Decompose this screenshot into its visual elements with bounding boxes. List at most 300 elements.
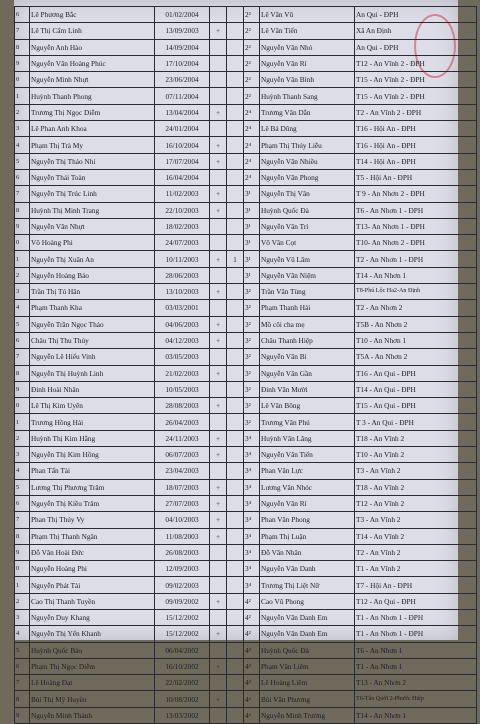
parent-name-cell: Trần Văn Tùng bbox=[260, 284, 355, 300]
birth-date-cell: 16/10/2004 bbox=[155, 137, 210, 153]
gender-mark-cell bbox=[210, 642, 227, 658]
student-name-cell: Nguyễn Minh Thành bbox=[30, 707, 155, 723]
row-number-cell: 6 bbox=[15, 7, 30, 23]
table-row bbox=[15, 23, 477, 39]
birth-date-cell: 23/04/2003 bbox=[155, 463, 210, 479]
parent-name-cell: Nguyễn Văn Phong bbox=[260, 169, 355, 185]
parent-name-cell: Nguyễn Văn Rí bbox=[260, 55, 355, 71]
table-row bbox=[15, 235, 477, 251]
address-cell: T2 - An Nhơn 1 - ĐPH bbox=[355, 251, 477, 267]
student-name-cell: Huỳnh Thị Kim Hằng bbox=[30, 430, 155, 446]
address-cell: T6 - An Nhơn 1 - ĐPH bbox=[355, 202, 477, 218]
note-cell bbox=[227, 169, 244, 185]
row-number-cell: 0 bbox=[15, 398, 30, 414]
gender-mark-cell: + bbox=[210, 593, 227, 609]
row-number-cell: 1 bbox=[15, 251, 30, 267]
gender-mark-cell bbox=[210, 349, 227, 365]
row-number-cell: 5 bbox=[15, 642, 30, 658]
class-cell: 2² bbox=[244, 7, 260, 23]
student-name-cell: Cao Thị Thanh Tuyền bbox=[30, 593, 155, 609]
table-row bbox=[15, 447, 477, 463]
class-cell: 4² bbox=[244, 675, 260, 691]
row-number-cell: 8 bbox=[15, 365, 30, 381]
table-row bbox=[15, 88, 477, 104]
address-cell: An Qui - ĐPH bbox=[355, 39, 477, 55]
address-cell: T6 - An Nhơn 1 bbox=[355, 642, 477, 658]
note-cell bbox=[227, 121, 244, 137]
student-name-cell: Võ Hoàng Phi bbox=[30, 235, 155, 251]
class-cell: 2⁴ bbox=[244, 104, 260, 120]
row-number-cell: 3 bbox=[15, 284, 30, 300]
birth-date-cell: 23/06/2004 bbox=[155, 72, 210, 88]
parent-name-cell: Phan Văn Lực bbox=[260, 463, 355, 479]
address-cell: T1 - An Nhơn 1 bbox=[355, 658, 477, 674]
table-row bbox=[15, 479, 477, 495]
parent-name-cell: Nguyễn Văn Rí bbox=[260, 495, 355, 511]
birth-date-cell: 18/02/2003 bbox=[155, 218, 210, 234]
note-cell bbox=[227, 332, 244, 348]
note-cell bbox=[227, 479, 244, 495]
birth-date-cell: 17/07/2004 bbox=[155, 153, 210, 169]
birth-date-cell: 06/07/2003 bbox=[155, 447, 210, 463]
student-name-cell: Châu Thị Thu Thủy bbox=[30, 332, 155, 348]
class-cell: 3⁴ bbox=[244, 495, 260, 511]
note-cell bbox=[227, 39, 244, 55]
row-number-cell: 4 bbox=[15, 300, 30, 316]
row-number-cell: 0 bbox=[15, 235, 30, 251]
table-row bbox=[15, 72, 477, 88]
birth-date-cell: 24/07/2003 bbox=[155, 235, 210, 251]
student-name-cell: Nguyễn Văn Hoàng Phúc bbox=[30, 55, 155, 71]
birth-date-cell: 17/10/2004 bbox=[155, 55, 210, 71]
address-cell: An Qui - ĐPH bbox=[355, 7, 477, 23]
row-number-cell: 8 bbox=[15, 691, 30, 707]
row-number-cell: 5 bbox=[15, 316, 30, 332]
row-number-cell: 3 bbox=[15, 447, 30, 463]
address-cell: T12 - An Vĩnh 2 - ĐPH bbox=[355, 55, 477, 71]
parent-name-cell: Võ Văn Cọt bbox=[260, 235, 355, 251]
gender-mark-cell: + bbox=[210, 316, 227, 332]
note-cell bbox=[227, 561, 244, 577]
class-cell: 3² bbox=[244, 332, 260, 348]
gender-mark-cell bbox=[210, 39, 227, 55]
note-cell bbox=[227, 137, 244, 153]
table-row bbox=[15, 609, 477, 625]
parent-name-cell: Châu Thanh Hiệp bbox=[260, 332, 355, 348]
birth-date-cell: 14/09/2004 bbox=[155, 39, 210, 55]
note-cell bbox=[227, 153, 244, 169]
row-number-cell: 7 bbox=[15, 349, 30, 365]
note-cell bbox=[227, 609, 244, 625]
birth-date-cell: 22/02/2002 bbox=[155, 675, 210, 691]
parent-name-cell: Nguyễn Văn Danh Em bbox=[260, 609, 355, 625]
birth-date-cell: 04/06/2003 bbox=[155, 316, 210, 332]
address-cell: T16 - Hội An - ĐPH bbox=[355, 121, 477, 137]
class-cell: 3⁴ bbox=[244, 561, 260, 577]
note-cell bbox=[227, 349, 244, 365]
birth-date-cell: 13/10/2003 bbox=[155, 284, 210, 300]
birth-date-cell: 04/10/2003 bbox=[155, 512, 210, 528]
parent-name-cell: Nguyễn Vũ Lâm bbox=[260, 251, 355, 267]
parent-name-cell: Nguyễn Văn Gần bbox=[260, 365, 355, 381]
birth-date-cell: 11/02/2003 bbox=[155, 186, 210, 202]
parent-name-cell: Huỳnh Quốc Đà bbox=[260, 642, 355, 658]
student-name-cell: Trương Hồng Hải bbox=[30, 414, 155, 430]
row-number-cell: 5 bbox=[15, 479, 30, 495]
student-name-cell: Nguyễn Thị Yến Khanh bbox=[30, 626, 155, 642]
address-cell: T13 - An Nhơn 2 bbox=[355, 675, 477, 691]
row-number-cell: 9 bbox=[15, 707, 30, 723]
parent-name-cell: Bùi Văn Phương bbox=[260, 691, 355, 707]
table-row bbox=[15, 495, 477, 511]
note-cell bbox=[227, 218, 244, 234]
table-row bbox=[15, 463, 477, 479]
row-number-cell: 2 bbox=[15, 593, 30, 609]
birth-date-cell: 13/09/2003 bbox=[155, 23, 210, 39]
student-name-cell: Nguyễn Thị Trúc Linh bbox=[30, 186, 155, 202]
note-cell bbox=[227, 381, 244, 397]
parent-name-cell: Huỳnh Văn Lăng bbox=[260, 430, 355, 446]
address-cell: T14 - An Vĩnh 2 bbox=[355, 528, 477, 544]
birth-date-cell: 09/02/2003 bbox=[155, 577, 210, 593]
gender-mark-cell: + bbox=[210, 137, 227, 153]
table-row bbox=[15, 137, 477, 153]
note-cell bbox=[227, 430, 244, 446]
note-cell bbox=[227, 658, 244, 674]
birth-date-cell: 26/04/2003 bbox=[155, 414, 210, 430]
table-row bbox=[15, 430, 477, 446]
parent-name-cell: Nguyễn Thị Vân bbox=[260, 186, 355, 202]
row-number-cell: 9 bbox=[15, 544, 30, 560]
class-cell: 3² bbox=[244, 414, 260, 430]
class-cell: 3⁴ bbox=[244, 463, 260, 479]
table-row bbox=[15, 642, 477, 658]
note-cell bbox=[227, 544, 244, 560]
birth-date-cell: 15/12/2002 bbox=[155, 626, 210, 642]
birth-date-cell: 06/04/2002 bbox=[155, 642, 210, 658]
address-cell: T 3 - An Qui - ĐPH bbox=[355, 414, 477, 430]
gender-mark-cell bbox=[210, 544, 227, 560]
note-cell bbox=[227, 284, 244, 300]
parent-name-cell: Nguyễn Văn Bình bbox=[260, 72, 355, 88]
row-number-cell: 8 bbox=[15, 528, 30, 544]
gender-mark-cell: + bbox=[210, 23, 227, 39]
gender-mark-cell bbox=[210, 7, 227, 23]
birth-date-cell: 09/09/2002 bbox=[155, 593, 210, 609]
address-cell: T5A - An Nhơn 2 bbox=[355, 349, 477, 365]
address-cell: T10 - An Nhơn 1 bbox=[355, 332, 477, 348]
class-cell: 4² bbox=[244, 707, 260, 723]
gender-mark-cell: + bbox=[210, 153, 227, 169]
address-cell: T18 - An Vĩnh 2 bbox=[355, 479, 477, 495]
student-name-cell: Huỳnh Thị Minh Trang bbox=[30, 202, 155, 218]
parent-name-cell: Phạm Thanh Hải bbox=[260, 300, 355, 316]
gender-mark-cell: + bbox=[210, 658, 227, 674]
student-name-cell: Trần Thị Tú Hân bbox=[30, 284, 155, 300]
class-cell: 3² bbox=[244, 300, 260, 316]
gender-mark-cell: + bbox=[210, 626, 227, 642]
birth-date-cell: 24/01/2004 bbox=[155, 121, 210, 137]
note-cell bbox=[227, 447, 244, 463]
row-number-cell: 1 bbox=[15, 88, 30, 104]
gender-mark-cell bbox=[210, 169, 227, 185]
birth-date-cell: 13/04/2004 bbox=[155, 104, 210, 120]
parent-name-cell: Cao Vũ Phong bbox=[260, 593, 355, 609]
student-name-cell: Nguyễn Hoàng Phi bbox=[30, 561, 155, 577]
student-name-cell: Huỳnh Quốc Bảo bbox=[30, 642, 155, 658]
class-cell: 3¹ bbox=[244, 202, 260, 218]
parent-name-cell: Trương Văn Dẫn bbox=[260, 104, 355, 120]
note-cell bbox=[227, 23, 244, 39]
table-row bbox=[15, 251, 477, 267]
parent-name-cell: Nguyễn Minh Trường bbox=[260, 707, 355, 723]
parent-name-cell: Lê Văn Bông bbox=[260, 398, 355, 414]
gender-mark-cell bbox=[210, 267, 227, 283]
class-cell: 4² bbox=[244, 609, 260, 625]
note-cell bbox=[227, 675, 244, 691]
address-cell: T6-Tân Quới 2-Phước Hiệp bbox=[355, 691, 477, 707]
class-cell: 3¹ bbox=[244, 218, 260, 234]
note-cell bbox=[227, 7, 244, 23]
table-row bbox=[15, 707, 477, 723]
address-cell: T7 - Hội An - ĐPH bbox=[355, 577, 477, 593]
class-cell: 3² bbox=[244, 381, 260, 397]
table-row bbox=[15, 267, 477, 283]
class-cell: 4² bbox=[244, 642, 260, 658]
student-name-cell: Nguyễn Thị Kim Hồng bbox=[30, 447, 155, 463]
parent-name-cell: Nguyễn Văn Danh bbox=[260, 561, 355, 577]
student-name-cell: Nguyễn Thái Toàn bbox=[30, 169, 155, 185]
birth-date-cell: 03/03/2001 bbox=[155, 300, 210, 316]
parent-name-cell: Đỗ Văn Nhân bbox=[260, 544, 355, 560]
class-cell: 3¹ bbox=[244, 186, 260, 202]
address-cell: T10 - An Vĩnh 2 bbox=[355, 447, 477, 463]
note-cell bbox=[227, 626, 244, 642]
row-number-cell: 0 bbox=[15, 561, 30, 577]
student-name-cell: Lê Phương Bắc bbox=[30, 7, 155, 23]
address-cell: T5 - Hội An - ĐPH bbox=[355, 169, 477, 185]
gender-mark-cell: + bbox=[210, 447, 227, 463]
gender-mark-cell bbox=[210, 609, 227, 625]
student-name-cell: Nguyễn Duy Khang bbox=[30, 609, 155, 625]
class-cell: 3² bbox=[244, 398, 260, 414]
gender-mark-cell: + bbox=[210, 365, 227, 381]
row-number-cell: 3 bbox=[15, 609, 30, 625]
parent-name-cell: Nguyễn Văn Trí bbox=[260, 218, 355, 234]
student-name-cell: Phan Tấn Tài bbox=[30, 463, 155, 479]
class-cell: 3⁴ bbox=[244, 544, 260, 560]
birth-date-cell: 15/12/2002 bbox=[155, 609, 210, 625]
address-cell: T16 - An Qui - ĐPH bbox=[355, 365, 477, 381]
note-cell bbox=[227, 414, 244, 430]
gender-mark-cell bbox=[210, 707, 227, 723]
student-name-cell: Nguyễn Thị Thảo Nhi bbox=[30, 153, 155, 169]
gender-mark-cell: + bbox=[210, 479, 227, 495]
note-cell bbox=[227, 186, 244, 202]
table-row bbox=[15, 316, 477, 332]
note-cell: 1 bbox=[227, 251, 244, 267]
row-number-cell: 9 bbox=[15, 218, 30, 234]
table-row bbox=[15, 675, 477, 691]
gender-mark-cell: + bbox=[210, 104, 227, 120]
note-cell bbox=[227, 707, 244, 723]
note-cell bbox=[227, 691, 244, 707]
row-number-cell: 2 bbox=[15, 104, 30, 120]
student-name-cell: Huỳnh Thanh Phong bbox=[30, 88, 155, 104]
row-number-cell: 6 bbox=[15, 495, 30, 511]
table-row bbox=[15, 104, 477, 120]
birth-date-cell: 26/08/2003 bbox=[155, 544, 210, 560]
student-name-cell: Phan Thị Thúy Vy bbox=[30, 512, 155, 528]
gender-mark-cell bbox=[210, 414, 227, 430]
birth-date-cell: 04/12/2003 bbox=[155, 332, 210, 348]
student-name-cell: Lê Hoàng Đạt bbox=[30, 675, 155, 691]
class-cell: 4² bbox=[244, 626, 260, 642]
row-number-cell: 1 bbox=[15, 577, 30, 593]
gender-mark-cell: + bbox=[210, 186, 227, 202]
address-cell: T 9 - An Nhơn 2 - ĐPH bbox=[355, 186, 477, 202]
birth-date-cell: 28/06/2003 bbox=[155, 267, 210, 283]
address-cell: T3 - An Vĩnh 2 bbox=[355, 463, 477, 479]
row-number-cell: 5 bbox=[15, 153, 30, 169]
parent-name-cell: Nguyễn Văn Bi bbox=[260, 349, 355, 365]
parent-name-cell: Nguyễn Văn Tiến bbox=[260, 447, 355, 463]
address-cell: T15 - An Vĩnh 2 - ĐPH bbox=[355, 72, 477, 88]
gender-mark-cell bbox=[210, 72, 227, 88]
table-row bbox=[15, 577, 477, 593]
table-row bbox=[15, 202, 477, 218]
row-number-cell: 6 bbox=[15, 332, 30, 348]
student-name-cell: Nguyễn Thị Xuân An bbox=[30, 251, 155, 267]
student-name-cell: Nguyễn Trần Ngọc Thảo bbox=[30, 316, 155, 332]
address-cell: T13- An Nhơn 1 - ĐPH bbox=[355, 218, 477, 234]
gender-mark-cell bbox=[210, 88, 227, 104]
address-cell: T1 - An Nhơn 1 - ĐPH bbox=[355, 609, 477, 625]
address-cell: T14 - An Nhơn 1 bbox=[355, 707, 477, 723]
row-number-cell: 8 bbox=[15, 202, 30, 218]
class-cell: 2² bbox=[244, 39, 260, 55]
address-cell: T18 - An Vĩnh 2 bbox=[355, 430, 477, 446]
parent-name-cell: Phan Văn Phong bbox=[260, 512, 355, 528]
class-cell: 3⁴ bbox=[244, 512, 260, 528]
class-cell: 3² bbox=[244, 284, 260, 300]
gender-mark-cell bbox=[210, 577, 227, 593]
class-cell: 3² bbox=[244, 349, 260, 365]
birth-date-cell: 18/07/2003 bbox=[155, 479, 210, 495]
student-name-cell: Lê Phan Anh Khoa bbox=[30, 121, 155, 137]
address-cell: T16 - Hội An - ĐPH bbox=[355, 137, 477, 153]
parent-name-cell: Huỳnh Quốc Đà bbox=[260, 202, 355, 218]
address-cell: T15 - An Vĩnh 2 - ĐPH bbox=[355, 88, 477, 104]
row-number-cell: 9 bbox=[15, 55, 30, 71]
student-name-cell: Nguyễn Minh Nhựt bbox=[30, 72, 155, 88]
parent-name-cell: Huỳnh Thanh Sang bbox=[260, 88, 355, 104]
row-number-cell: 6 bbox=[15, 169, 30, 185]
address-cell: T1 - An Nhơn 1 - ĐPH bbox=[355, 626, 477, 642]
birth-date-cell: 11/08/2003 bbox=[155, 528, 210, 544]
parent-name-cell: Mồ côi cha mẹ bbox=[260, 316, 355, 332]
class-cell: 2⁴ bbox=[244, 169, 260, 185]
birth-date-cell: 21/02/2003 bbox=[155, 365, 210, 381]
student-name-cell: Nguyễn Hoàng Bảo bbox=[30, 267, 155, 283]
table-row bbox=[15, 626, 477, 642]
class-cell: 2⁴ bbox=[244, 153, 260, 169]
gender-mark-cell bbox=[210, 381, 227, 397]
gender-mark-cell: + bbox=[210, 251, 227, 267]
gender-mark-cell: + bbox=[210, 430, 227, 446]
note-cell bbox=[227, 528, 244, 544]
parent-name-cell: Lê Bá Dũng bbox=[260, 121, 355, 137]
class-cell: 4² bbox=[244, 691, 260, 707]
class-cell: 2² bbox=[244, 55, 260, 71]
note-cell bbox=[227, 495, 244, 511]
student-name-cell: Nguyễn Anh Hào bbox=[30, 39, 155, 55]
birth-date-cell: 24/11/2003 bbox=[155, 430, 210, 446]
student-name-cell: Nguyễn Thị Kiều Trâm bbox=[30, 495, 155, 511]
table-row bbox=[15, 365, 477, 381]
student-name-cell: Phạm Thị Ngọc Diễm bbox=[30, 658, 155, 674]
row-number-cell: 7 bbox=[15, 675, 30, 691]
table-row bbox=[15, 561, 477, 577]
parent-name-cell: Lê Văn Vũ bbox=[260, 7, 355, 23]
row-number-cell: 7 bbox=[15, 23, 30, 39]
parent-name-cell: Nguyễn Văn Danh Em bbox=[260, 626, 355, 642]
table-row bbox=[15, 169, 477, 185]
student-name-cell: Nguyễn Phát Tài bbox=[30, 577, 155, 593]
parent-name-cell: Trương Văn Phú bbox=[260, 414, 355, 430]
table-row bbox=[15, 284, 477, 300]
table-row bbox=[15, 39, 477, 55]
student-name-cell: Phạm Thanh Kha bbox=[30, 300, 155, 316]
gender-mark-cell bbox=[210, 121, 227, 137]
parent-name-cell: Phạm Thị Luận bbox=[260, 528, 355, 544]
student-name-cell: Nguyễn Lê Hiếu Vinh bbox=[30, 349, 155, 365]
note-cell bbox=[227, 398, 244, 414]
row-number-cell: 2 bbox=[15, 430, 30, 446]
class-cell: 3¹ bbox=[244, 267, 260, 283]
table-row bbox=[15, 121, 477, 137]
parent-name-cell: Phạm Văn Liêm bbox=[260, 658, 355, 674]
class-cell: 2² bbox=[244, 23, 260, 39]
gender-mark-cell bbox=[210, 218, 227, 234]
row-number-cell: 0 bbox=[15, 72, 30, 88]
birth-date-cell: 10/08/2002 bbox=[155, 691, 210, 707]
address-cell: T5B - An Nhơn 2 bbox=[355, 316, 477, 332]
note-cell bbox=[227, 365, 244, 381]
gender-mark-cell: + bbox=[210, 398, 227, 414]
row-number-cell: 3 bbox=[15, 121, 30, 137]
gender-mark-cell bbox=[210, 235, 227, 251]
table-row bbox=[15, 414, 477, 430]
row-number-cell: 4 bbox=[15, 137, 30, 153]
student-name-cell: Phạm Thị Thanh Ngân bbox=[30, 528, 155, 544]
student-name-cell: Nguyễn Thị Huỳnh Linh bbox=[30, 365, 155, 381]
parent-name-cell: Trương Thị Liệt Nữ bbox=[260, 577, 355, 593]
table-row bbox=[15, 218, 477, 234]
address-cell: T14 - An Nhơn 1 bbox=[355, 267, 477, 283]
table-row bbox=[15, 381, 477, 397]
address-cell: T2 - An Vĩnh 2 - ĐPH bbox=[355, 104, 477, 120]
student-name-cell: Lê Thị Cẩm Linh bbox=[30, 23, 155, 39]
note-cell bbox=[227, 55, 244, 71]
row-number-cell: 7 bbox=[15, 512, 30, 528]
birth-date-cell: 16/10/2002 bbox=[155, 658, 210, 674]
address-cell: T15 - An Qui - ĐPH bbox=[355, 398, 477, 414]
table-row bbox=[15, 593, 477, 609]
row-number-cell: 9 bbox=[15, 381, 30, 397]
class-cell: 2² bbox=[244, 72, 260, 88]
student-name-cell: Đinh Hoài Nhân bbox=[30, 381, 155, 397]
